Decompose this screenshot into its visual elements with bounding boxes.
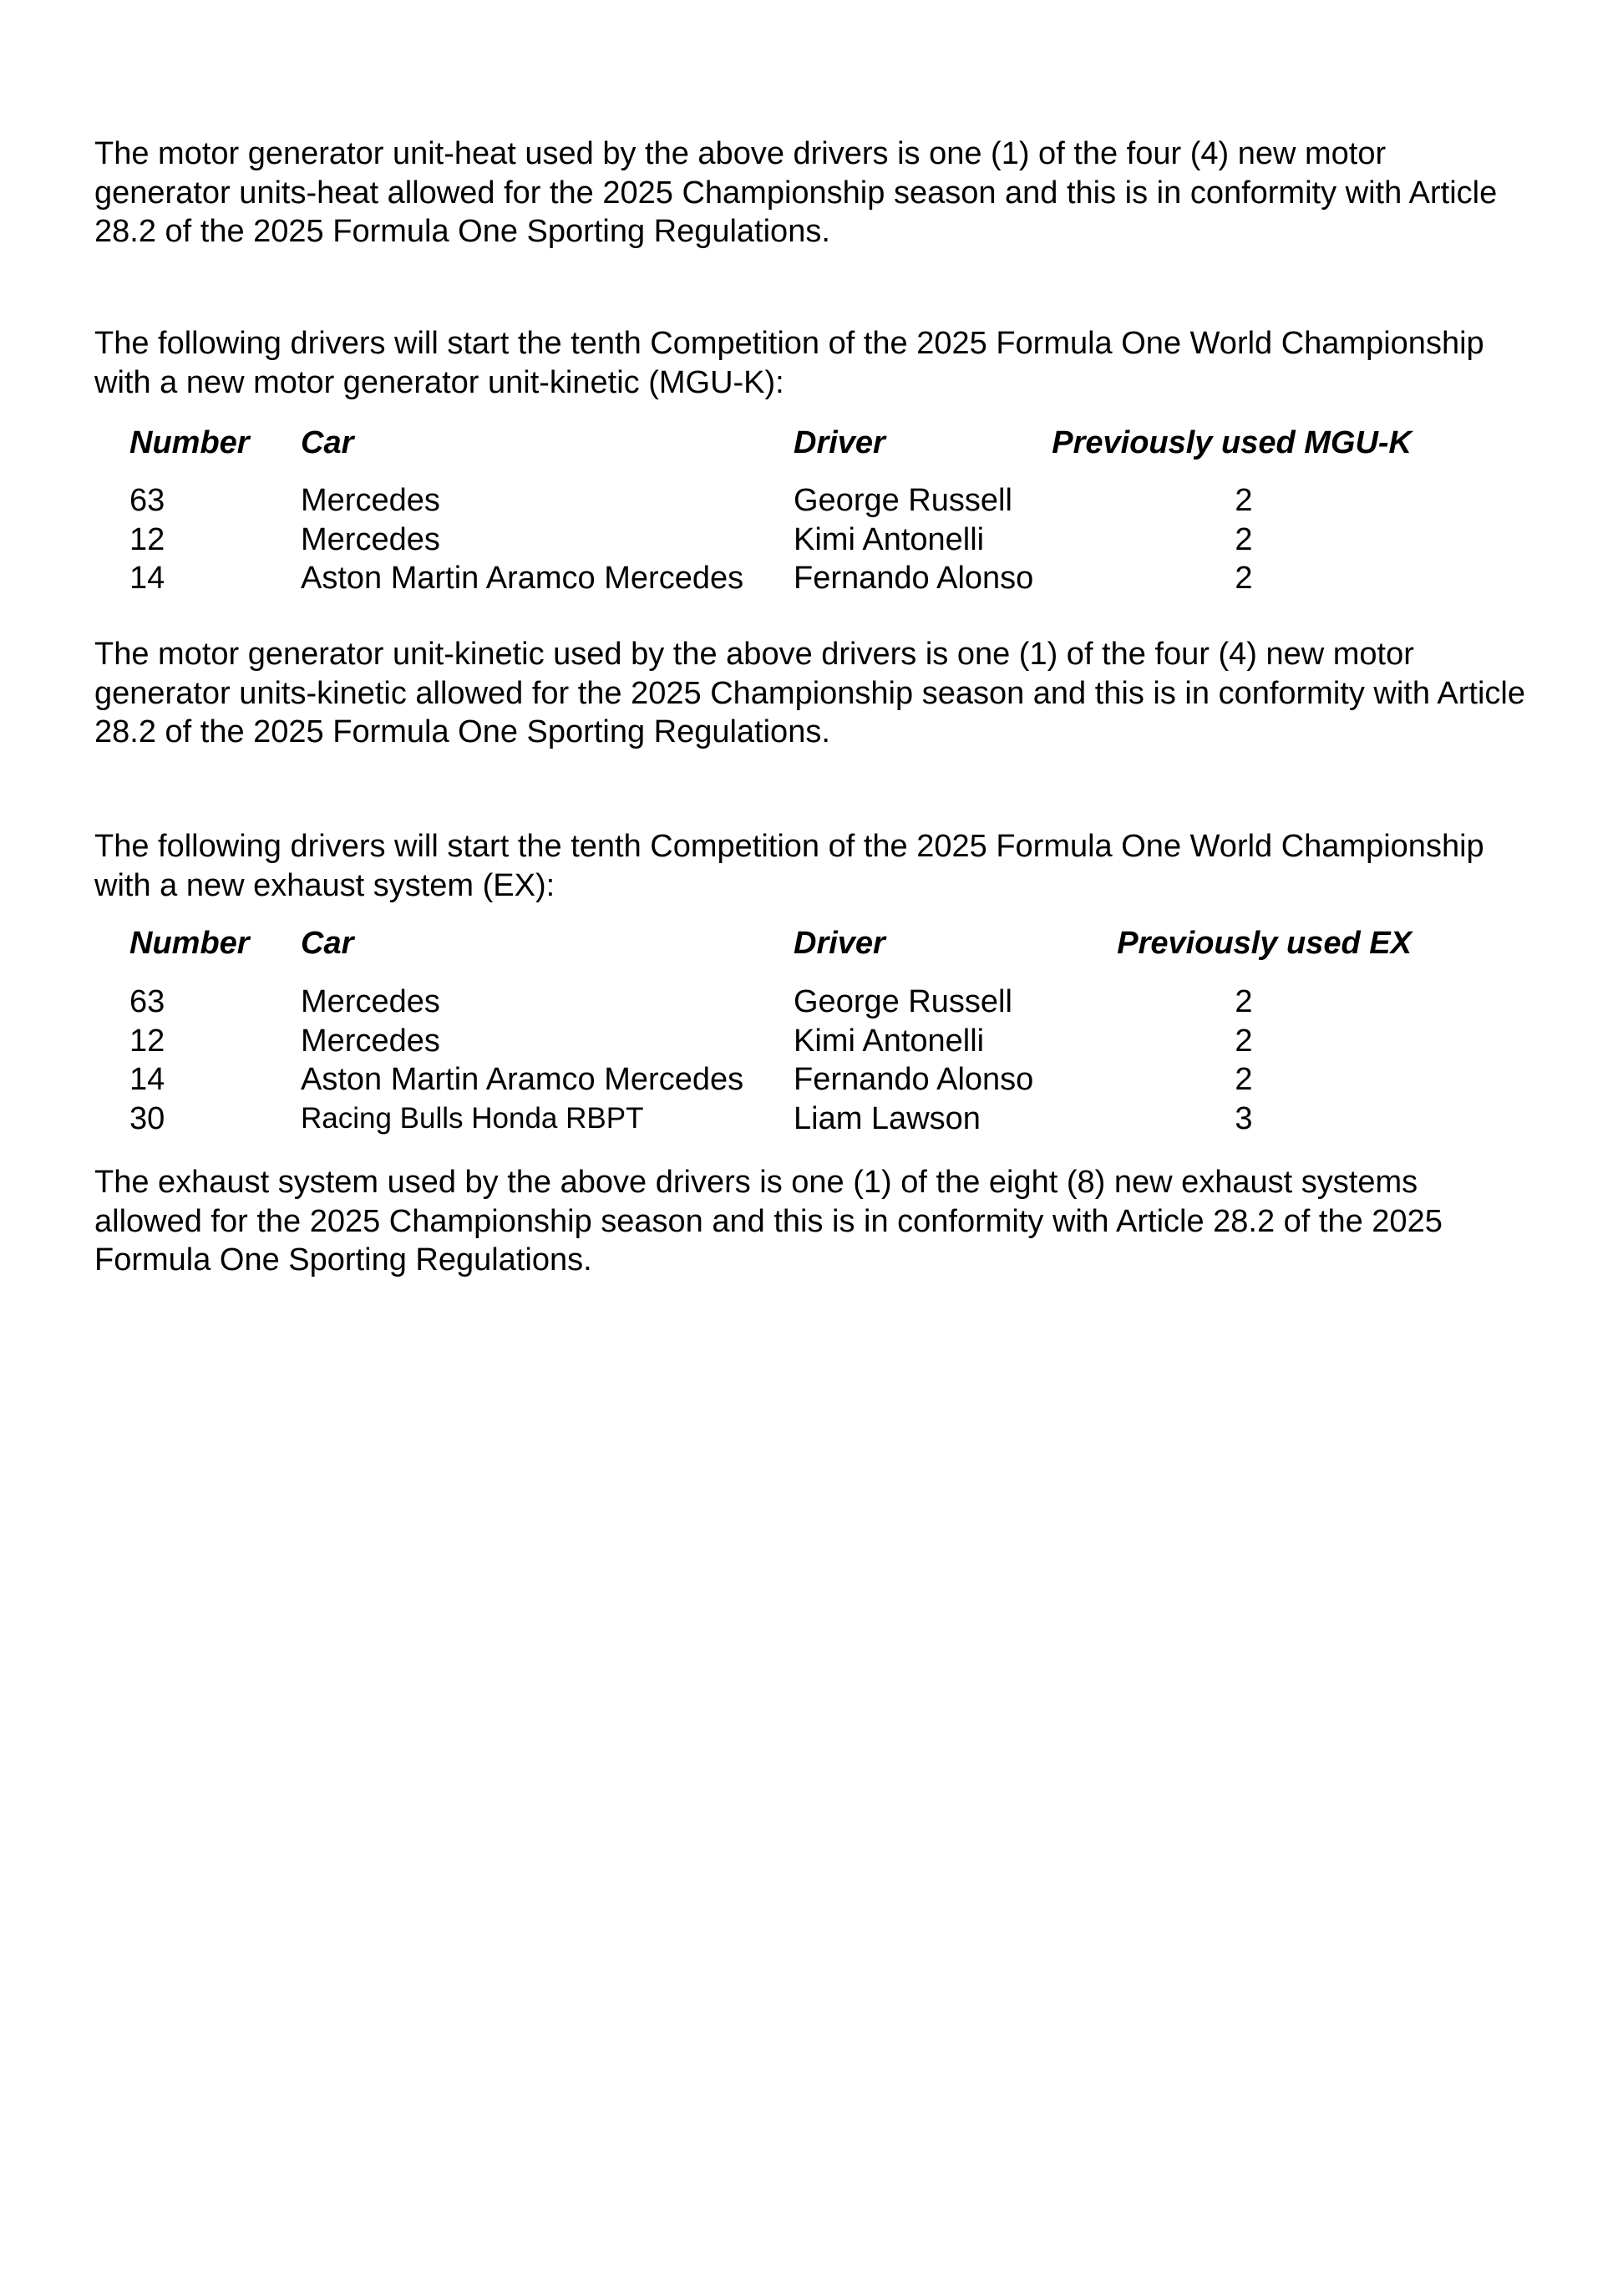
cell-previously-used: 2 xyxy=(1235,1023,1253,1059)
paragraph-ex-conformity: The exhaust system used by the above drivers is one (1) of the eight (8) new exhaust systems allowed for the 2025 Championship season and this is in conformity with Article 28.2 of the 2025 Formula One Sporting Regulations. xyxy=(94,1165,1443,1278)
paragraph-mgu-h-conformity: The motor generator unit-heat used by the above drivers is one (1) of the four (4) new motor generator units-heat allowed for the 2025 Championship season and this is in conformity with Article 28.2 of the 2025 Formula One Sporting Regulations. xyxy=(94,136,1498,250)
mgu-k-table-header-row xyxy=(94,424,1529,463)
ex-header-car: Car xyxy=(301,926,354,961)
ex-table-row xyxy=(94,1022,1529,1061)
cell-car: Mercedes xyxy=(301,1023,440,1059)
ex-table-row xyxy=(94,983,1529,1022)
cell-driver: Fernando Alonso xyxy=(794,561,1034,597)
cell-previously-used: 2 xyxy=(1235,984,1253,1019)
cell-previously-used: 2 xyxy=(1235,521,1253,557)
cell-car: Mercedes xyxy=(301,521,440,557)
cell-number: 12 xyxy=(129,1023,165,1059)
cell-car: Aston Martin Aramco Mercedes xyxy=(301,561,744,597)
cell-car: Mercedes xyxy=(301,984,440,1019)
mgu-k-header-driver: Driver xyxy=(794,425,885,460)
cell-number: 14 xyxy=(129,561,165,597)
paragraph-ex-intro: The following drivers will start the tenth Competition of the 2025 Formula One World Championship with a new exhaust system (EX): xyxy=(94,829,1484,903)
mgu-k-header-car: Car xyxy=(301,425,354,460)
cell-previously-used: 2 xyxy=(1235,483,1253,518)
cell-car: Mercedes xyxy=(301,483,440,518)
cell-driver: Kimi Antonelli xyxy=(794,521,985,557)
ex-table-row xyxy=(94,1100,1529,1139)
mgu-k-header-previously-used: Previously used MGU-K xyxy=(1052,425,1412,460)
cell-driver: George Russell xyxy=(794,483,1012,518)
cell-number: 63 xyxy=(129,984,165,1019)
cell-number: 30 xyxy=(129,1101,165,1137)
ex-header-number: Number xyxy=(129,926,250,961)
cell-driver: Fernando Alonso xyxy=(794,1062,1034,1098)
ex-header-previously-used: Previously used EX xyxy=(1117,926,1412,961)
paragraph-mgu-k-conformity: The motor generator unit-kinetic used by the above drivers is one (1) of the four (4) new motor generator units-kinetic allowed for the 2025 Championship season and this is in conformity with Article 28.2 of the 2025 Formula One Sporting Regulations. xyxy=(94,637,1526,750)
cell-number: 63 xyxy=(129,483,165,518)
ex-table-header-row xyxy=(94,924,1529,963)
cell-driver: Kimi Antonelli xyxy=(794,1023,985,1059)
mgu-k-header-number: Number xyxy=(129,425,250,460)
cell-car: Aston Martin Aramco Mercedes xyxy=(301,1062,744,1098)
cell-number: 14 xyxy=(129,1062,165,1098)
cell-previously-used: 2 xyxy=(1235,1062,1253,1098)
cell-driver: Liam Lawson xyxy=(794,1101,981,1137)
ex-header-driver: Driver xyxy=(794,926,885,961)
cell-driver: George Russell xyxy=(794,984,1012,1019)
cell-number: 12 xyxy=(129,521,165,557)
ex-table-row xyxy=(94,1060,1529,1100)
cell-previously-used: 2 xyxy=(1235,561,1253,597)
mgu-k-table-row xyxy=(94,521,1529,560)
cell-car: Racing Bulls Honda RBPT xyxy=(301,1102,644,1135)
mgu-k-table-row xyxy=(94,481,1529,521)
paragraph-mgu-k-intro: The following drivers will start the tenth Competition of the 2025 Formula One World Championship with a new motor generator unit-kinetic (MGU-K): xyxy=(94,326,1484,400)
cell-previously-used: 3 xyxy=(1235,1101,1253,1137)
mgu-k-table-row xyxy=(94,559,1529,598)
